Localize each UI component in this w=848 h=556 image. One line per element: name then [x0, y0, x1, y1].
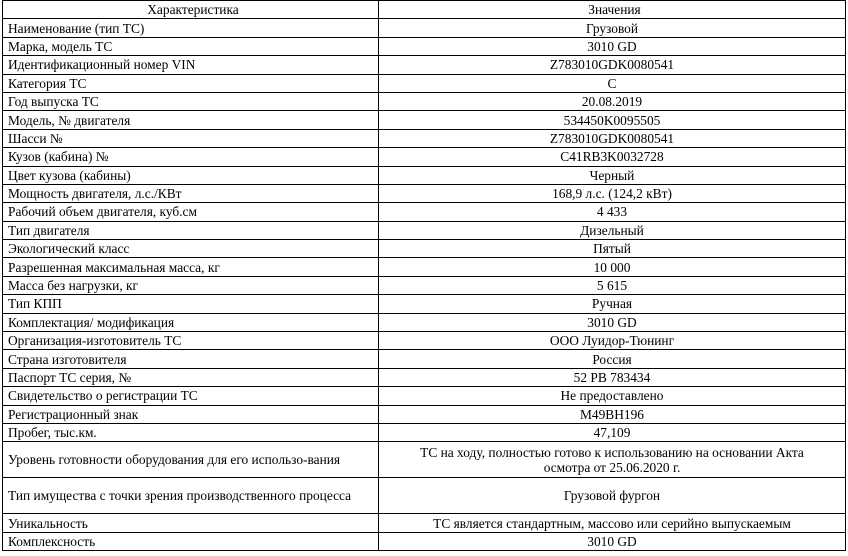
row-label: Разрешенная максимальная масса, кг: [3, 258, 379, 276]
table-row: [3, 295, 846, 313]
table-row: [3, 221, 846, 239]
table-row: [3, 276, 846, 294]
row-value: 3010 GD: [379, 532, 846, 550]
row-value: 3010 GD: [379, 37, 846, 55]
row-label: Регистрационный знак: [3, 405, 379, 423]
row-label: Цвет кузова (кабины): [3, 166, 379, 184]
row-value: Дизельный: [379, 221, 846, 239]
table-header-row: [3, 1, 846, 19]
row-label: Комплексность: [3, 532, 379, 550]
table-row: [3, 148, 846, 166]
table-row: [3, 423, 846, 441]
row-value: Пятый: [379, 240, 846, 258]
row-value: Черный: [379, 166, 846, 184]
row-label: Страна изготовителя: [3, 350, 379, 368]
row-value: ТС является стандартным, массово или серийно выпускаемым: [379, 514, 846, 532]
table-row: [3, 92, 846, 110]
table-row: [3, 111, 846, 129]
row-value: 3010 GD: [379, 313, 846, 331]
table-row: [3, 74, 846, 92]
row-label: Экологический класс: [3, 240, 379, 258]
row-value: ООО Луидор-Тюнинг: [379, 332, 846, 350]
table-row: [3, 240, 846, 258]
row-label: Пробег, тыс.км.: [3, 423, 379, 441]
table-row: [3, 532, 846, 550]
row-value: Россия: [379, 350, 846, 368]
row-label: Модель, № двигателя: [3, 111, 379, 129]
row-label: Идентификационный номер VIN: [3, 56, 379, 74]
row-value: 4 433: [379, 203, 846, 221]
table-row: [3, 258, 846, 276]
row-value: 10 000: [379, 258, 846, 276]
table-row: [3, 514, 846, 532]
table-row: [3, 203, 846, 221]
row-label: Уникальность: [3, 514, 379, 532]
row-value: Грузовой: [379, 19, 846, 37]
column-header-value: Значения: [379, 1, 846, 19]
row-value: C41RB3K0032728: [379, 148, 846, 166]
table-row: [3, 313, 846, 331]
table-row: [3, 166, 846, 184]
row-label: Паспорт ТС серия, №: [3, 368, 379, 386]
table-row: [3, 368, 846, 386]
row-label: Кузов (кабина) №: [3, 148, 379, 166]
row-label: Тип имущества с точки зрения производственного процесса: [3, 478, 379, 514]
row-value: Не предоставлено: [379, 387, 846, 405]
row-value: 47,109: [379, 423, 846, 441]
table-body: [3, 19, 846, 551]
row-value: ТС на ходу, полностью готово к использованию на основании Акта осмотра от 25.06.2020 г.: [379, 442, 846, 478]
row-value: М49ВН196: [379, 405, 846, 423]
column-header-characteristic: Характеристика: [3, 1, 379, 19]
row-value: С: [379, 74, 846, 92]
table-row: [3, 184, 846, 202]
vehicle-spec-table: [2, 0, 846, 551]
row-label: Шасси №: [3, 129, 379, 147]
table-row: [3, 478, 846, 514]
row-label: Организация-изготовитель ТС: [3, 332, 379, 350]
table-row: [3, 405, 846, 423]
row-label: Мощность двигателя, л.с./КВт: [3, 184, 379, 202]
row-value: Z783010GDK0080541: [379, 129, 846, 147]
row-value: Грузовой фургон: [379, 478, 846, 514]
row-label: Рабочий объем двигателя, куб.см: [3, 203, 379, 221]
table-row: [3, 332, 846, 350]
table-row: [3, 442, 846, 478]
row-label: Марка, модель ТС: [3, 37, 379, 55]
row-value: Z783010GDK0080541: [379, 56, 846, 74]
table-row: [3, 129, 846, 147]
row-value: 534450K0095505: [379, 111, 846, 129]
row-label: Тип двигателя: [3, 221, 379, 239]
table-row: [3, 387, 846, 405]
row-label: Уровень готовности оборудования для его использо-вания: [3, 442, 379, 478]
row-label: Масса без нагрузки, кг: [3, 276, 379, 294]
row-label: Свидетельство о регистрации ТС: [3, 387, 379, 405]
table-row: [3, 19, 846, 37]
table-row: [3, 56, 846, 74]
row-label: Наименование (тип ТС): [3, 19, 379, 37]
row-label: Категория ТС: [3, 74, 379, 92]
row-label: Комплектация/ модификация: [3, 313, 379, 331]
table-row: [3, 37, 846, 55]
row-value: 5 615: [379, 276, 846, 294]
row-value: Ручная: [379, 295, 846, 313]
row-value: 52 РВ 783434: [379, 368, 846, 386]
row-label: Год выпуска ТС: [3, 92, 379, 110]
table-row: [3, 350, 846, 368]
row-label: Тип КПП: [3, 295, 379, 313]
row-value: 20.08.2019: [379, 92, 846, 110]
row-value: 168,9 л.с. (124,2 кВт): [379, 184, 846, 202]
